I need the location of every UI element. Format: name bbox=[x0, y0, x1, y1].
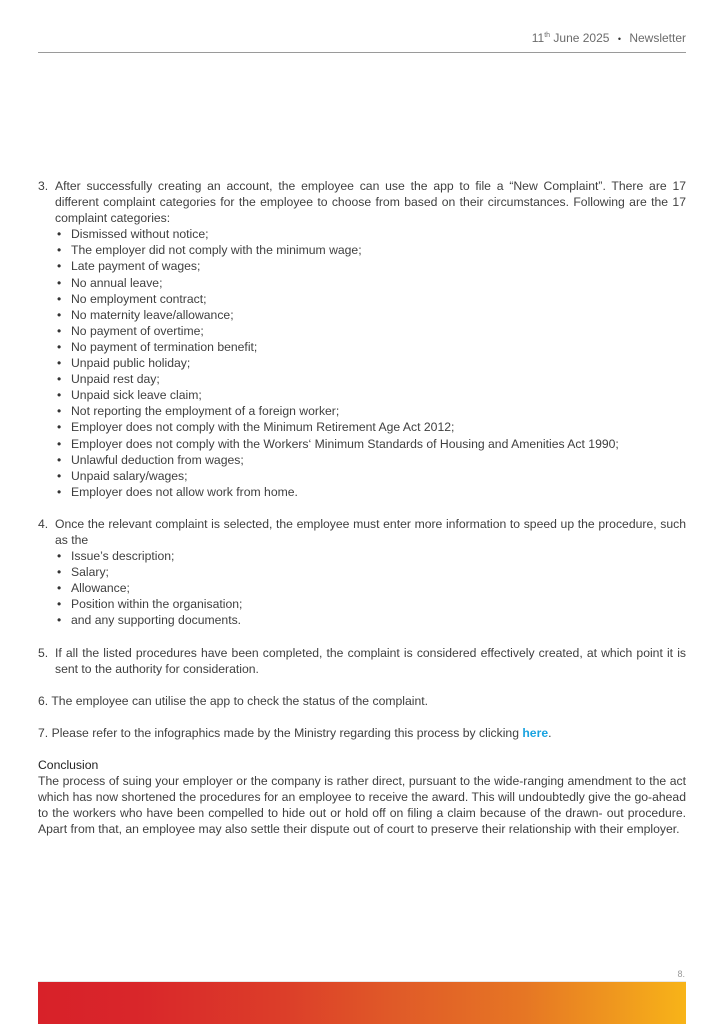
list-item: • and any supporting documents. bbox=[55, 612, 686, 628]
required-information-list bbox=[55, 548, 686, 628]
list-item: • Unpaid public holiday; bbox=[55, 355, 686, 371]
footer-gradient-bar bbox=[38, 982, 686, 1024]
list-item: • No payment of termination benefit; bbox=[55, 339, 686, 355]
conclusion-paragraph: The process of suing your employer or the company is rather direct, pursuant to the wide-ranging amendment to the act which has now shortened the procedures for an employee to receive the award. This will undoubtedly give the go-ahead to the workers who have been compelled to hide out or hold off on filing a claim because of the drawn- out procedure. Apart from that, an employee may also settle their dispute out of court to preserve their relationship with their employer. bbox=[38, 774, 686, 837]
list-item: • The employer did not comply with the minimum wage; bbox=[55, 242, 686, 258]
step-number: 3. bbox=[38, 179, 49, 193]
step-text: Once the relevant complaint is selected, the employee must enter more information to speed up the procedure, such as the bbox=[55, 516, 686, 547]
spacer bbox=[38, 500, 686, 516]
step-text: If all the listed procedures have been completed, the complaint is considered effectively created, at which point it is sent to the authority for consideration. bbox=[55, 645, 686, 676]
header-day-suffix: th bbox=[544, 32, 551, 39]
step-number: 4. bbox=[38, 516, 49, 531]
article-content bbox=[38, 178, 686, 837]
spacer bbox=[38, 629, 686, 645]
step-text: After successfully creating an account, the employee can use the app to file a “New Complaint”. There are 17 different complaint categories for the employee to choose from based on their circumstances. Following are the 17 complaint categories: bbox=[55, 179, 686, 226]
step-5 bbox=[38, 645, 686, 677]
list-item: • Unpaid sick leave claim; bbox=[55, 387, 686, 403]
list-item: • Employer does not comply with the Workers‘ Minimum Standards of Housing and Amenities Act 1990; bbox=[55, 436, 686, 452]
list-item: • Allowance; bbox=[55, 580, 686, 596]
header-section: Newsletter bbox=[629, 31, 686, 45]
list-item: • Dismissed without notice; bbox=[55, 226, 686, 242]
list-item: • Salary; bbox=[55, 564, 686, 580]
step-6 bbox=[38, 693, 686, 709]
list-item: • Unlawful deduction from wages; bbox=[55, 452, 686, 468]
spacer bbox=[38, 741, 686, 757]
list-item: • No employment contract; bbox=[55, 291, 686, 307]
step-7 bbox=[38, 725, 686, 741]
list-item: • Unpaid salary/wages; bbox=[55, 468, 686, 484]
step-number: 5. bbox=[38, 645, 49, 660]
page-header bbox=[532, 31, 686, 45]
header-separator: • bbox=[617, 34, 621, 44]
step-text: The employee can utilise the app to check the status of the complaint. bbox=[51, 693, 429, 708]
step-text: Please refer to the infographics made by the Ministry regarding this process by clicking bbox=[51, 725, 523, 740]
header-month-year: June 2025 bbox=[553, 31, 610, 45]
step-3 bbox=[38, 178, 686, 500]
list-item: • No maternity leave/allowance; bbox=[55, 307, 686, 323]
list-item: • Issue’s description; bbox=[55, 548, 686, 564]
step-number: 6. bbox=[38, 693, 49, 708]
header-day: 11 bbox=[531, 31, 545, 45]
list-item: • Employer does not comply with the Minimum Retirement Age Act 2012; bbox=[55, 419, 686, 435]
list-item: • No annual leave; bbox=[55, 275, 686, 291]
list-item: • Late payment of wages; bbox=[55, 258, 686, 274]
list-item: • Unpaid rest day; bbox=[55, 371, 686, 387]
step-text-end: . bbox=[548, 725, 552, 740]
list-item: • No payment of overtime; bbox=[55, 323, 686, 339]
infographics-link[interactable]: here bbox=[522, 725, 549, 740]
page-number: 8. bbox=[677, 969, 685, 979]
list-item: • Not reporting the employment of a foreign worker; bbox=[55, 403, 686, 419]
step-number: 7. bbox=[38, 725, 49, 740]
conclusion-heading: Conclusion bbox=[38, 757, 99, 772]
complaint-categories-list bbox=[55, 226, 686, 500]
step-4 bbox=[38, 516, 686, 629]
header-divider bbox=[38, 52, 686, 53]
spacer bbox=[38, 677, 686, 693]
list-item: • Position within the organisation; bbox=[55, 596, 686, 612]
spacer bbox=[38, 709, 686, 725]
list-item: • Employer does not allow work from home. bbox=[55, 484, 686, 500]
